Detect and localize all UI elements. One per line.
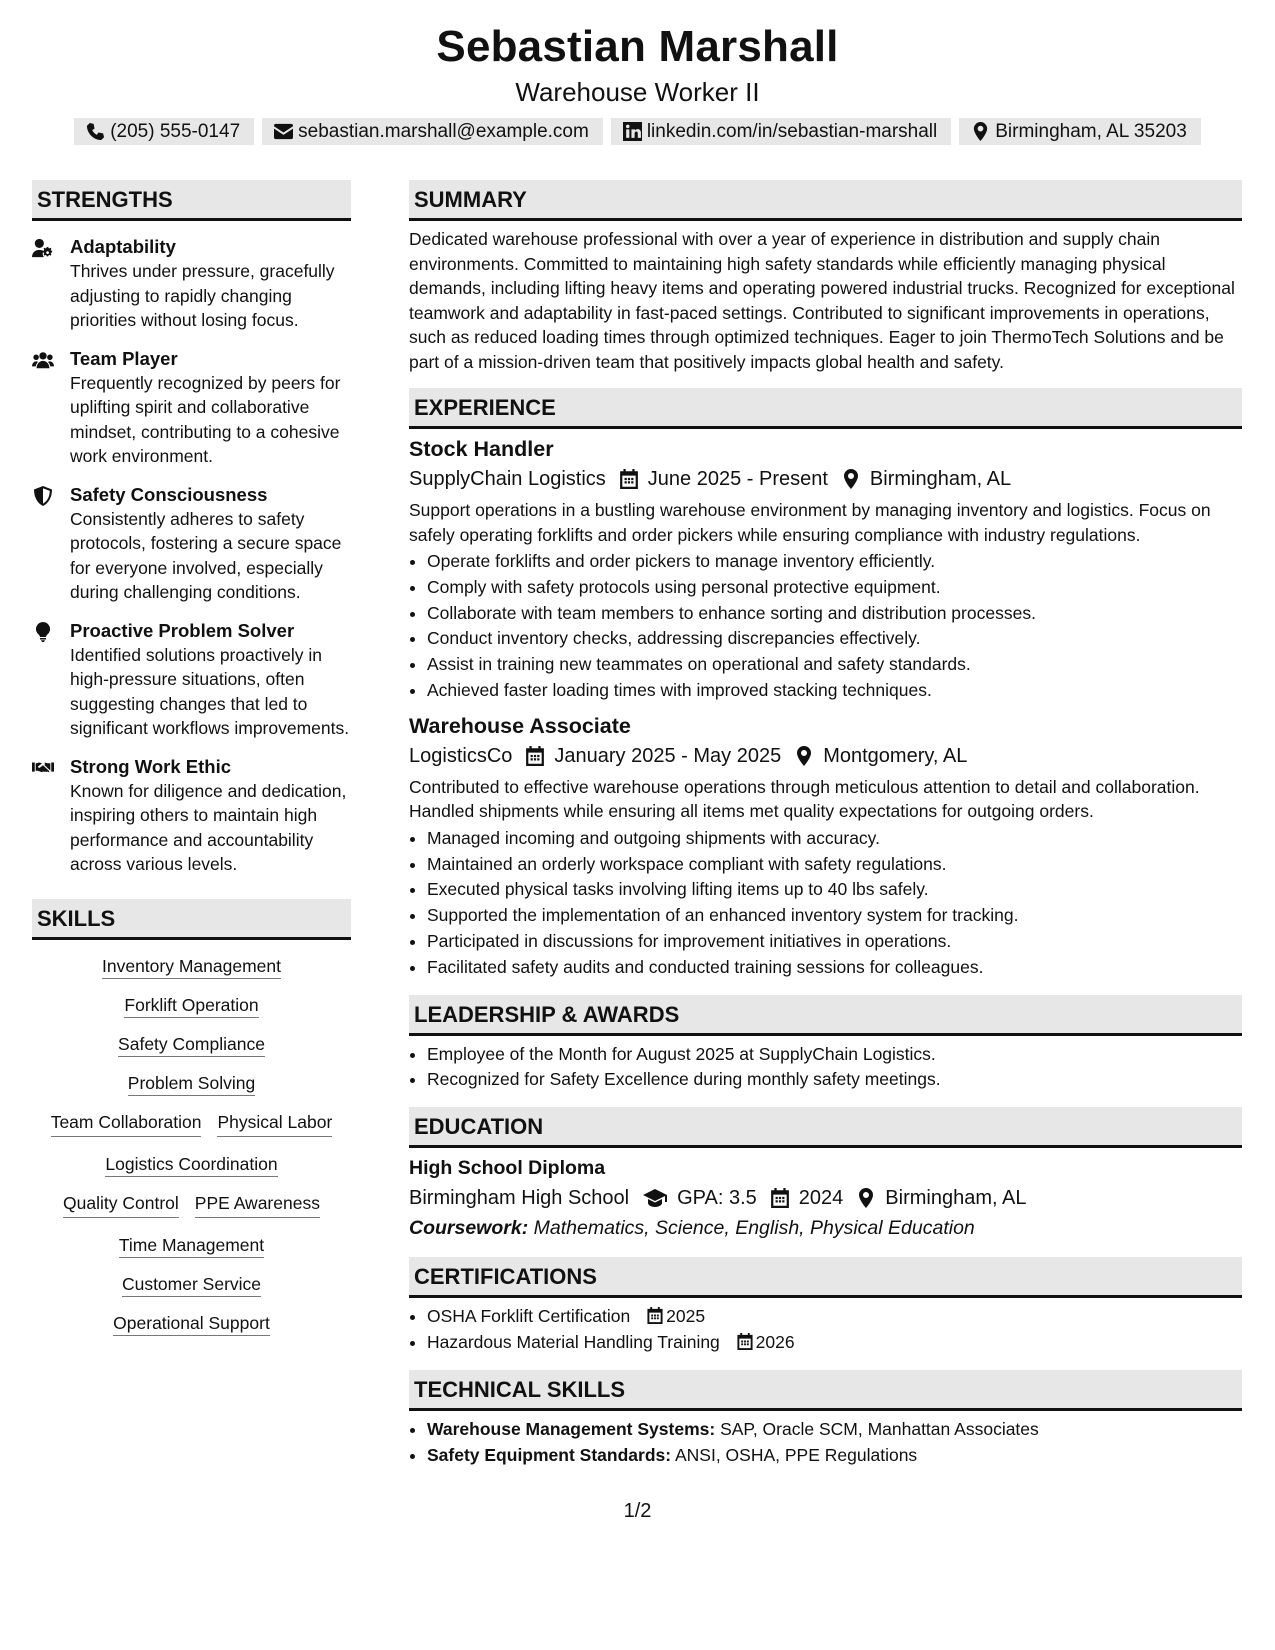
calendar-icon <box>526 746 544 766</box>
skill-tag: PPE Awareness <box>195 1191 320 1218</box>
job-dates: June 2025 - Present <box>647 468 828 490</box>
strength-item <box>32 483 351 605</box>
lightbulb-icon <box>32 622 54 642</box>
location-text: Birmingham, AL 35203 <box>995 121 1187 142</box>
strength-desc: Known for diligence and dedication, inspiring others to maintain high performance and accountability across various levels. <box>70 780 347 874</box>
certifications-list <box>409 1304 1242 1356</box>
job-location: Birmingham, AL <box>869 468 1012 490</box>
experience-heading: EXPERIENCE <box>409 388 1242 429</box>
skill-tag: Time Management <box>119 1235 264 1258</box>
calendar-icon <box>771 1188 789 1208</box>
education-heading: EDUCATION <box>409 1107 1242 1148</box>
education-gpa: GPA: 3.5 <box>677 1187 757 1210</box>
skill-tag: Safety Compliance <box>118 1034 265 1057</box>
skills-list <box>32 954 351 1335</box>
education-location: Birmingham, AL <box>885 1187 1027 1210</box>
strength-title: Strong Work Ethic <box>70 755 232 777</box>
list-item: • Collaborate with team members to enhance sorting and distribution processes. <box>427 601 1242 627</box>
technical-skills-heading: TECHNICAL SKILLS <box>409 1370 1242 1411</box>
job-description: Contributed to effective warehouse operations through meticulous attention to detail and collaboration. Handled shipments while ensuring all items met quality expectations for outgoing orders. <box>409 776 1200 822</box>
location-pin-icon <box>971 122 990 141</box>
location-pin-icon <box>795 746 813 766</box>
technical-skill-value: SAP, Oracle SCM, Manhattan Associates <box>720 1418 1039 1439</box>
list-item: • Employee of the Month for August 2025 at SupplyChain Logistics. <box>427 1042 1242 1068</box>
page-number: 1/2 <box>623 1500 652 1522</box>
strength-desc: Frequently recognized by peers for uplifting spirit and collaborative mindset, contributing to a cohesive work environment. <box>70 372 341 466</box>
strength-title: Team Player <box>70 347 178 369</box>
skill-tag: Quality Control <box>63 1191 179 1218</box>
technical-skill-value: ANSI, OSHA, PPE Regulations <box>674 1444 918 1465</box>
skill-tag: Logistics Coordination <box>105 1154 277 1177</box>
location-pin-icon <box>857 1188 875 1208</box>
certification-name: Hazardous Material Handling Training <box>427 1331 720 1352</box>
job-dates: January 2025 - May 2025 <box>554 744 782 767</box>
location-pin-icon <box>842 469 860 489</box>
list-item: • Facilitated safety audits and conducted training sessions for colleagues. <box>427 955 1242 981</box>
skill-tag: Customer Service <box>122 1274 261 1297</box>
skill-tag: Inventory Management <box>102 956 281 979</box>
users-icon <box>32 350 54 370</box>
resume-header <box>0 0 1275 145</box>
job-meta <box>409 464 1242 494</box>
candidate-name: Sebastian Marshall <box>436 22 839 71</box>
contact-email[interactable] <box>262 118 603 145</box>
technical-skill-label: Warehouse Management Systems: <box>427 1418 716 1439</box>
skill-tag: Physical Labor <box>217 1110 332 1137</box>
job-role: Warehouse Associate <box>409 713 631 738</box>
strength-item <box>32 619 351 741</box>
list-item: • Managed incoming and outgoing shipments with accuracy. <box>427 826 1242 852</box>
summary-text: Dedicated warehouse professional with over a year of experience in distribution and supply chain environments. Committed to maintaining high safety standards while efficiently managing physical demands, including lifting heavy items and operating powered industrial trucks. Recognized for exceptional teamwork and adaptability in fast-paced settings. Contributed to significant improvements in operations, such as reduced loading times through optimized techniques. Eager to join ThermoTech Solutions and be part of a mission-driven team that positively impacts global health and safety. <box>409 229 1235 372</box>
education-year: 2024 <box>798 1187 844 1210</box>
technical-skill-label: Safety Equipment Standards: <box>427 1444 672 1465</box>
job-description: Support operations in a bustling warehouse environment by managing inventory and logistics. Focus on safely operating forklifts and order pickers while ensuring compliance with industry regulations. <box>409 500 1211 545</box>
strength-desc: Thrives under pressure, gracefully adjusting to rapidly changing priorities without losing focus. <box>70 261 335 330</box>
job-meta <box>409 741 1242 771</box>
list-item: • Executed physical tasks involving lifting items up to 40 lbs safely. <box>427 877 1242 903</box>
skill-tag: Team Collaboration <box>51 1110 202 1137</box>
list-item: • Participated in discussions for improvement initiatives in operations. <box>427 929 1242 955</box>
user-gear-icon <box>32 238 54 258</box>
job-title: Warehouse Worker II <box>515 77 760 107</box>
list-item: • Maintained an orderly workspace compliant with safety regulations. <box>427 852 1242 878</box>
strength-title: Adaptability <box>70 236 176 257</box>
summary-heading: SUMMARY <box>409 180 1242 221</box>
leadership-list <box>409 1042 1242 1094</box>
job-company: SupplyChain Logistics <box>409 468 606 490</box>
list-item: • Operate forklifts and order pickers to manage inventory efficiently. <box>427 549 1242 575</box>
job-company: LogisticsCo <box>409 744 513 767</box>
shield-icon <box>32 486 54 506</box>
coursework-list: Mathematics, Science, English, Physical Education <box>533 1217 975 1240</box>
education-meta <box>409 1183 1242 1213</box>
strength-title: Safety Consciousness <box>70 483 268 505</box>
calendar-icon <box>647 1307 663 1324</box>
phone-text: (205) 555-0147 <box>110 121 241 142</box>
contact-phone <box>74 118 254 145</box>
strength-item <box>32 235 351 333</box>
technical-skill-item <box>427 1443 1242 1469</box>
phone-icon <box>86 122 105 141</box>
contact-linkedin[interactable] <box>611 118 951 145</box>
certification-name: OSHA Forklift Certification <box>427 1306 631 1327</box>
linkedin-icon <box>623 122 642 141</box>
list-item: • Supported the implementation of an enhanced inventory system for tracking. <box>427 903 1242 929</box>
contact-location <box>959 118 1201 145</box>
skill-tag: Forklift Operation <box>124 995 258 1018</box>
coursework <box>409 1213 1242 1243</box>
skills-heading: SKILLS <box>32 899 351 940</box>
calendar-icon <box>620 469 638 489</box>
job-bullets <box>409 826 1242 981</box>
left-column <box>32 180 351 1335</box>
strength-desc: Consistently adheres to safety protocols, fostering a secure space for everyone involved, especially during challenging conditions. <box>70 508 342 602</box>
list-item: • Achieved faster loading times with improved stacking techniques. <box>427 678 1242 704</box>
technical-skill-item <box>427 1417 1242 1443</box>
strengths-heading: STRENGTHS <box>32 180 351 221</box>
job-location: Montgomery, AL <box>823 744 968 767</box>
certification-item <box>427 1304 1242 1330</box>
certification-year: 2025 <box>666 1306 706 1327</box>
contact-bar <box>0 118 1275 145</box>
job-role: Stock Handler <box>409 437 554 461</box>
envelope-icon <box>274 122 293 141</box>
handshake-icon <box>32 758 54 778</box>
strength-title: Proactive Problem Solver <box>70 619 295 641</box>
certification-item <box>427 1330 1242 1356</box>
certifications-heading: CERTIFICATIONS <box>409 1257 1242 1298</box>
email-text[interactable]: sebastian.marshall@example.com <box>298 121 589 142</box>
education-school: Birmingham High School <box>409 1187 630 1210</box>
technical-skills-list <box>409 1417 1242 1469</box>
job-entry <box>409 712 1242 981</box>
linkedin-text[interactable]: linkedin.com/in/sebastian-marshall <box>646 121 938 142</box>
calendar-icon <box>737 1333 753 1350</box>
coursework-label: Coursework: <box>409 1217 529 1240</box>
right-column <box>409 180 1242 1468</box>
strength-item <box>32 347 351 469</box>
job-entry <box>409 435 1242 704</box>
list-item: • Assist in training new teammates on operational and safety standards. <box>427 652 1242 678</box>
education-degree: High School Diploma <box>409 1157 606 1180</box>
skill-tag: Problem Solving <box>128 1073 255 1096</box>
strength-item <box>32 755 351 877</box>
certification-year: 2026 <box>755 1331 795 1352</box>
list-item: • Recognized for Safety Excellence during monthly safety meetings. <box>427 1067 1242 1093</box>
list-item: • Comply with safety protocols using personal protective equipment. <box>427 575 1242 601</box>
skill-tag: Operational Support <box>113 1313 270 1336</box>
leadership-heading: LEADERSHIP & AWARDS <box>409 995 1242 1036</box>
list-item: • Conduct inventory checks, addressing discrepancies effectively. <box>427 626 1242 652</box>
strength-desc: Identified solutions proactively in high-pressure situations, often suggesting changes that led to significant workflows improvements. <box>70 644 350 738</box>
job-bullets <box>409 549 1242 704</box>
graduation-cap-icon <box>643 1188 667 1208</box>
